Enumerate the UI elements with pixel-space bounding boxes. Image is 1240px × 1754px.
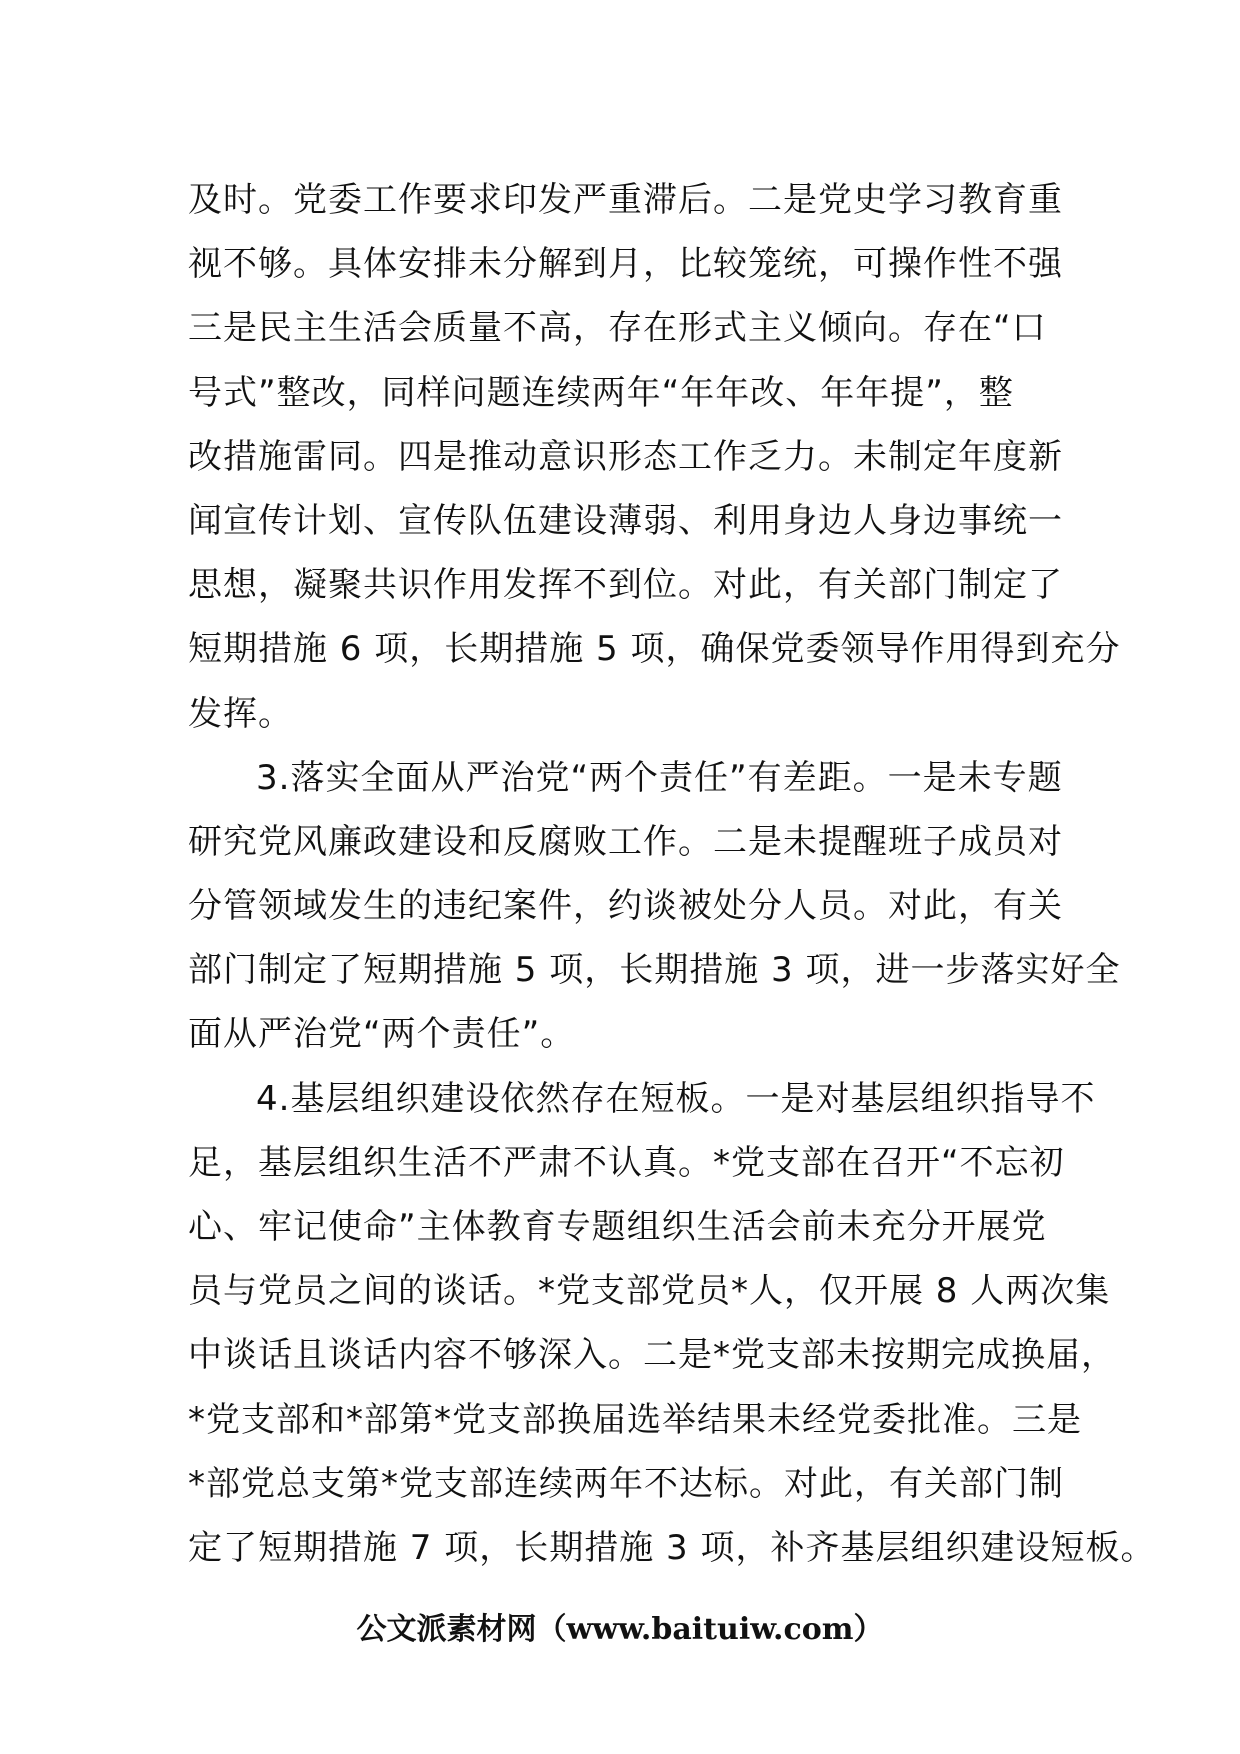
text-line: 思想，凝聚共识作用发挥不到位。对此，有关部门制定了 <box>188 565 1063 606</box>
text-line: 发挥。 <box>188 693 293 734</box>
text-line: 研究党风廉政建设和反腐败工作。二是未提醒班子成员对 <box>188 821 1063 862</box>
text-line: 心、牢记使命”主体教育专题组织生活会前未充分开展党 <box>188 1207 1047 1247</box>
text-line: 视不够。具体安排未分解到月，比较笼统，可操作性不强 <box>188 244 1063 285</box>
paragraph-start-line: 3.落实全面从严治党“两个责任”有差距。一是未专题 <box>256 757 1063 798</box>
text-line: 定了短期措施 7 项，长期措施 3 项，补齐基层组织建设短板。 <box>188 1527 1156 1568</box>
text-line: 号式”整改，同样问题连续两年“年年改、年年提”，整 <box>188 372 1014 413</box>
text-line: *部党总支第*党支部连续两年不达标。对此，有关部门制 <box>188 1463 1064 1504</box>
text-line: 闻宣传计划、宣传队伍建设薄弱、利用身边人身边事统一 <box>188 500 1063 541</box>
text-line: 及时。党委工作要求印发严重滞后。二是党史学习教育重 <box>188 180 1063 220</box>
text-line: 中谈话且谈话内容不够深入。二是*党支部未按期完成换届， <box>188 1335 1116 1376</box>
source-footer: 公文派素材网（www.baituiw.com） <box>356 1612 884 1647</box>
document-body <box>188 168 1156 1580</box>
text-line: 员与党员之间的谈话。*党支部党员*人，仅开展 8 人两次集 <box>188 1271 1111 1312</box>
text-line: *党支部和*部第*党支部换届选举结果未经党委批准。三是 <box>188 1399 1082 1440</box>
text-line: 三是民主生活会质量不高，存在形式主义倾向。存在“口 <box>188 308 1047 349</box>
text-line: 分管领域发生的违纪案件，约谈被处分人员。对此，有关 <box>188 886 1063 927</box>
text-line: 足，基层组织生活不严肃不认真。*党支部在召开“不忘初 <box>188 1142 1065 1183</box>
text-line: 面从严治党“两个责任”。 <box>188 1014 576 1055</box>
paragraph-start-line: 4.基层组织建设依然存在短板。一是对基层组织指导不 <box>256 1078 1096 1119</box>
text-line: 短期措施 6 项，长期措施 5 项，确保党委领导作用得到充分 <box>188 629 1121 670</box>
text-line: 部门制定了短期措施 5 项，长期措施 3 项，进一步落实好全 <box>188 950 1121 991</box>
text-line: 改措施雷同。四是推动意识形态工作乏力。未制定年度新 <box>188 436 1063 477</box>
